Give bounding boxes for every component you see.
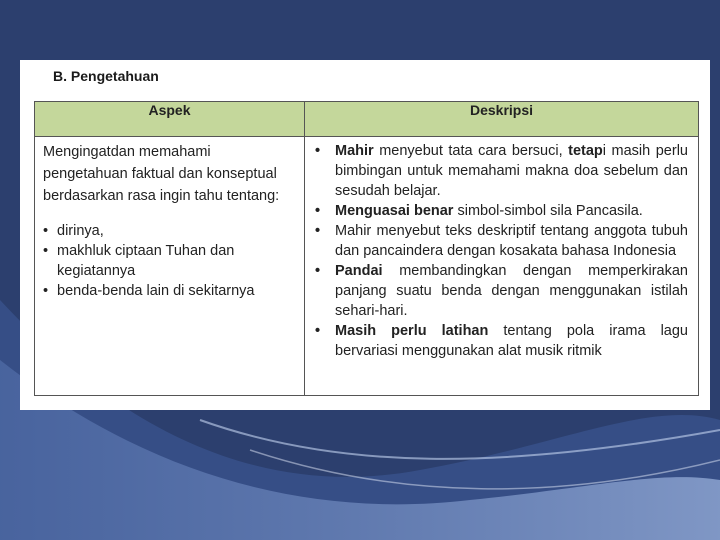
deskripsi-cell [305,137,699,396]
list-item: • Menguasai benar simbol-simbol sila Pancasila. [311,201,688,221]
table-header-row [35,102,699,137]
section-title: B. Pengetahuan [53,68,159,84]
list-item: • Mahir menyebut tata cara bersuci, tetapi masih perlu bimbingan untuk memahami makna doa sebelum dan sesudah belajar. [311,141,688,201]
list-item: • benda-benda lain di sekitarnya [43,281,296,301]
header-aspek: Aspek [35,102,305,137]
header-deskripsi: Deskripsi [305,102,699,137]
table-row [35,137,699,396]
list-item: • dirinya, [43,221,296,241]
deskripsi-list [311,141,688,361]
assessment-table [34,101,699,396]
aspek-list [43,221,296,301]
list-item: • Masih perlu latihan tentang pola irama lagu bervariasi menggunakan alat musik ritmik [311,321,688,361]
aspek-cell [35,137,305,396]
list-item: • Mahir menyebut teks deskriptif tentang anggota tubuh dan pancaindera dengan kosakata bahasa Indonesia [311,221,688,261]
document-sheet [20,60,710,410]
aspek-text: Mengingatdan memahami pengetahuan faktual dan konseptual berdasarkan rasa ingin tahu tentang: [43,144,280,204]
list-item: • makhluk ciptaan Tuhan dan kegiatannya [43,241,296,281]
list-item: • Pandai membandingkan dengan memperkirakan panjang suatu benda dengan menggunakan istilah sehari-hari. [311,261,688,321]
